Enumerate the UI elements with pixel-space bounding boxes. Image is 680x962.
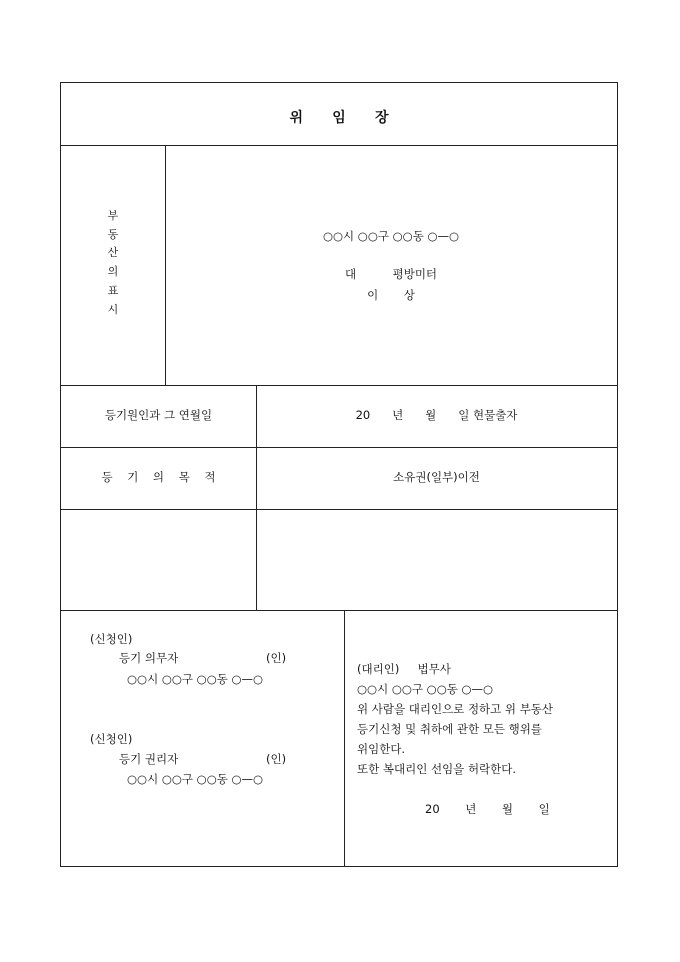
property-type: 이 상 — [367, 288, 415, 302]
divider-cause — [61, 447, 617, 448]
divider-applicant-agent — [344, 610, 345, 867]
right-holder-seal: (인) — [266, 752, 287, 766]
agent-text-line: 위임한다. — [357, 742, 406, 756]
right-holder-address: ○○시 ○○구 ○○동 ○—○ — [127, 772, 264, 786]
agent-text-line: 등기신청 및 취하에 관한 모든 행위를 — [357, 722, 542, 736]
agent-address: ○○시 ○○구 ○○동 ○—○ — [357, 682, 494, 696]
divider-purpose — [61, 509, 617, 510]
property-area: 대 평방미터 — [344, 267, 438, 281]
purpose-value: 소유권(일부)이전 — [393, 470, 480, 484]
property-label-char: 부 — [107, 209, 119, 222]
obligor-role: 등기 의무자 — [119, 651, 179, 665]
document-title: 위 임 장 — [289, 110, 389, 126]
property-label-char: 시 — [107, 302, 119, 316]
purpose-label: 등 기 의 목 적 — [101, 470, 216, 484]
obligor-seal: (인) — [266, 651, 287, 665]
divider-title — [61, 145, 617, 146]
agent-text-line: 또한 복대리인 선임을 허락한다. — [357, 762, 517, 776]
property-label-char: 의 — [107, 265, 119, 279]
divider-property-label — [165, 145, 166, 385]
obligor-address: ○○시 ○○구 ○○동 ○—○ — [127, 672, 264, 686]
property-label — [61, 207, 165, 319]
property-label-char: 동 — [107, 227, 119, 241]
right-holder-tag: (신청인) — [90, 732, 133, 746]
cause-value: 20 년 월 일 현물출자 — [355, 408, 518, 422]
power-of-attorney-form — [60, 82, 618, 867]
obligor-tag: (신청인) — [90, 632, 133, 646]
agent-text-line: 위 사람을 대리인으로 정하고 위 부동산 — [357, 702, 554, 716]
property-address: ○○시 ○○구 ○○동 ○—○ — [322, 229, 460, 243]
divider-blank-row — [61, 610, 617, 611]
agent-title: (대리인) 법무사 — [357, 662, 451, 676]
cause-label: 등기원인과 그 연월일 — [104, 408, 213, 422]
agent-date: 20 년 월 일 — [425, 802, 550, 816]
right-holder-role: 등기 권리자 — [119, 752, 179, 766]
divider-property — [61, 385, 617, 386]
property-label-char: 산 — [107, 246, 119, 260]
property-label-char: 표 — [107, 283, 119, 297]
